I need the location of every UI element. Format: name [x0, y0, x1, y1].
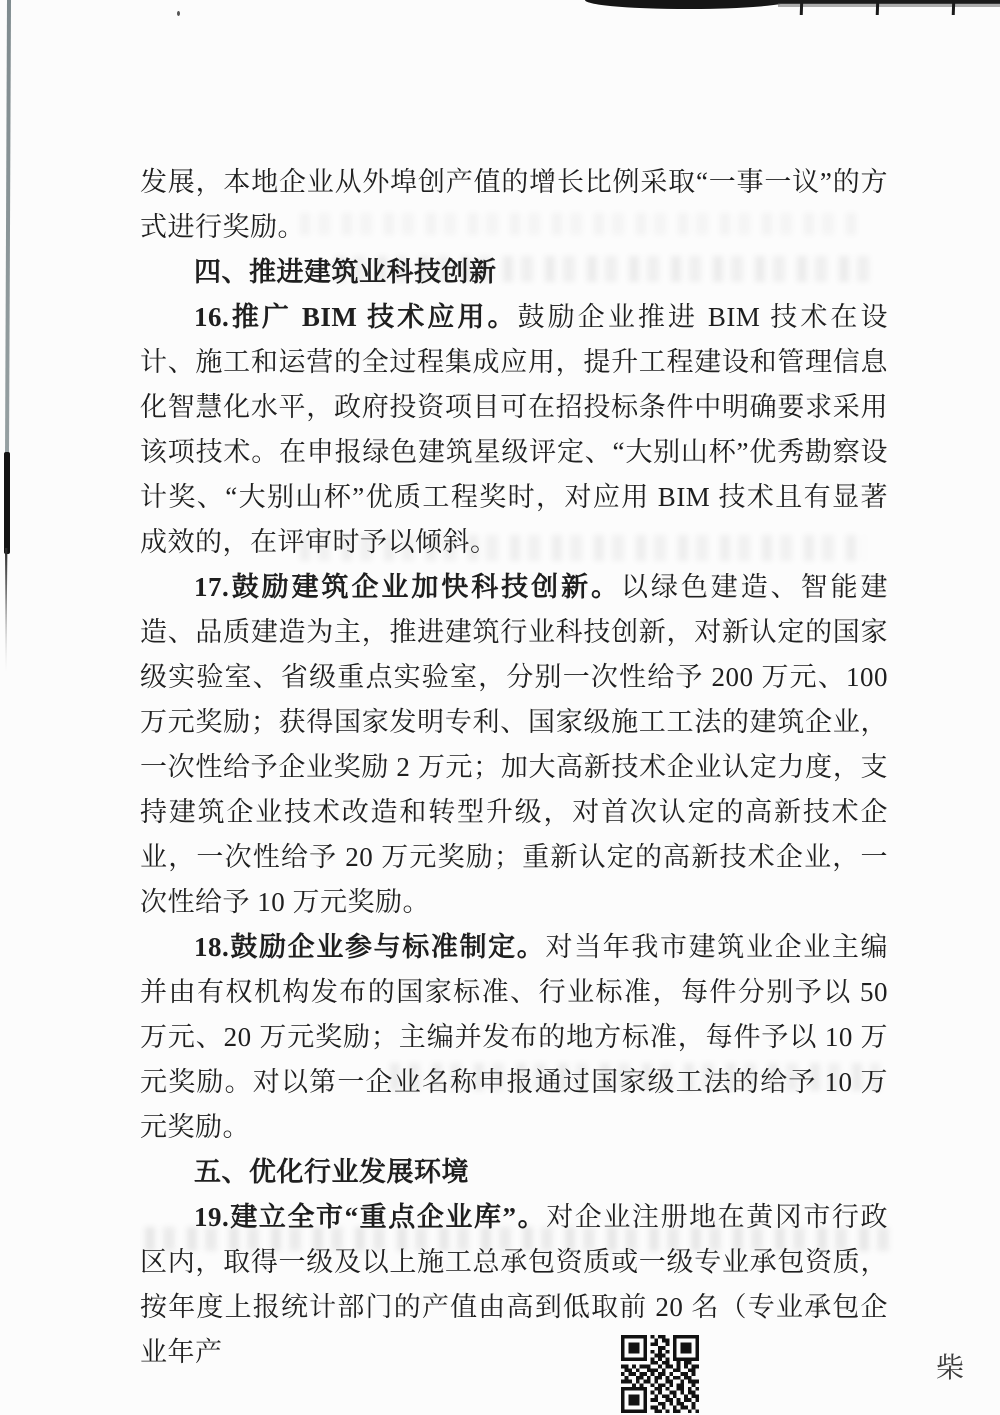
scan-artifact-left-line-taper — [4, 548, 8, 673]
paragraph-lead: 16.推广 BIM 技术应用。 — [194, 302, 518, 332]
section-heading-5: 五、优化行业发展环境 — [194, 1157, 469, 1187]
scan-artifact-top-wedge — [585, 0, 795, 10]
paragraph-continuation — [140, 160, 888, 250]
paragraph-lead: 19.建立全市“重点企业库”。 — [194, 1202, 547, 1232]
paragraph-text: 鼓励企业推进 BIM 技术在设计、施工和运营的全过程集成应用，提升工程建设和管理信息化智慧化水平，政府投资项目可在招投标条件中明确要求采用该项技术。在申报绿色建筑星级评定、“大别山杯”优秀勘察设计奖、“大别山杯”优质工程奖时，对应用 BIM 技术且有显著成效的，在评审时予以倾斜。 — [140, 302, 888, 557]
section-heading-4: 四、推进建筑业科技创新 — [194, 257, 497, 287]
paragraph-text: 以绿色建造、智能建造、品质建造为主，推进建筑行业科技创新，对新认定的国家级实验室、省级重点实验室，分别一次性给予 200 万元、100 万元奖励；获得国家发明专利、国家级施工工法的建筑企业，一次性给予企业奖励 2 万元；加大高新技术企业认定力度，支持建筑企业技术改造和转型升级，对首次认定的高新技术企业，一次性给予 20 万元奖励；重新认定的高新技术企业，一次性给予 10 万元奖励。 — [140, 572, 889, 917]
paragraph-lead: 17.鼓励建筑企业加快科技创新。 — [194, 572, 621, 602]
paragraph-text: 对当年我市建筑业企业主编并由有权机构发布的国家标准、行业标准，每件分别予以 50 万元、20 万元奖励；主编并发布的地方标准，每件予以 10 万元奖励。对以第一企业名称申报通过国家级工法的给予 10 万元奖励。 — [140, 932, 889, 1142]
paragraph-lead: 18.鼓励企业参与标准制定。 — [194, 932, 546, 962]
scan-artifact-left-line-dark — [4, 452, 10, 554]
paragraph-text: 发展，本地企业从外埠创产值的增长比例采取“一事一议”的方式进行奖励。 — [140, 167, 888, 242]
scan-artifact-left-line — [5, 0, 11, 462]
scan-artifact-tick — [952, 0, 956, 15]
numbered-paragraph-16 — [140, 295, 888, 565]
paragraph-text: 对企业注册地在黄冈市行政区内，取得一级及以上施工总承包资质或一级专业承包资质，按年度上报统计部门的产值由高到低取前 20 名（专业承包企业年产 — [140, 1202, 889, 1367]
scan-artifact-tick — [800, 0, 804, 15]
scan-artifact-top-bar-shadow — [778, 3, 1000, 7]
numbered-paragraph-18 — [140, 925, 888, 1150]
scan-artifact-speck — [177, 11, 180, 16]
numbered-paragraph-17 — [140, 565, 888, 925]
numbered-paragraph-19 — [140, 1195, 888, 1375]
document-body — [140, 160, 888, 1375]
margin-note: 柴 — [936, 1353, 965, 1384]
scan-artifact-tick — [876, 0, 880, 15]
qr-code — [621, 1335, 699, 1413]
